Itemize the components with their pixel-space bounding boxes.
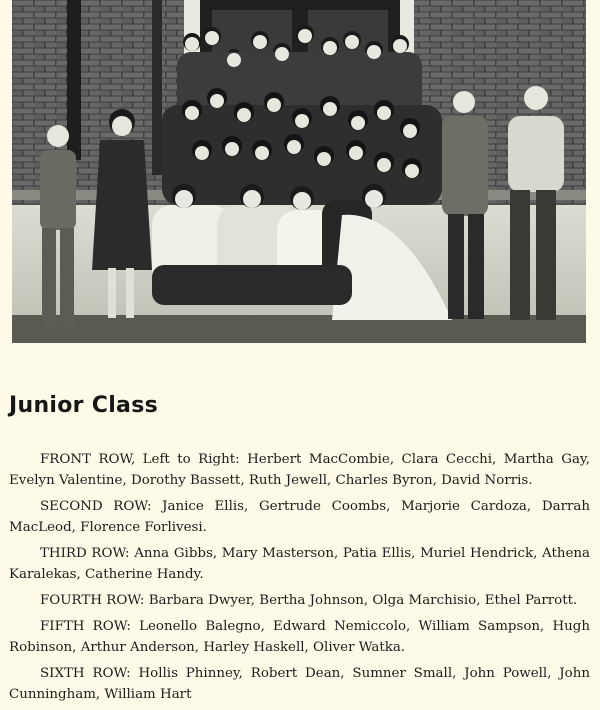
row-names: Leonello Balegno, Edward Nemiccolo, William Sampson, Hugh Robinson, Arthur Anderson, Harley Haskell, Oliver Watka.	[9, 619, 590, 655]
caption-third-row	[9, 543, 590, 585]
row-names: Janice Ellis, Gertrude Coombs, Marjorie Cardoza, Darrah MacLeod, Florence Forlivesi.	[9, 499, 590, 535]
caption-sixth-row	[9, 663, 590, 705]
row-label: FOURTH ROW:	[40, 593, 145, 608]
row-names: Hollis Phinney, Robert Dean, Sumner Small, John Powell, John Cunningham, William Hart	[9, 666, 590, 702]
caption-front-row	[9, 449, 590, 491]
row-label: FRONT ROW, Left to Right:	[40, 452, 240, 467]
page-title: Junior Class	[9, 393, 158, 418]
row-label: SIXTH ROW:	[40, 666, 131, 681]
row-names: Herbert MacCombie, Clara Cecchi, Martha Gay, Evelyn Valentine, Dorothy Bassett, Ruth Jewell, Charles Byron, David Norris.	[9, 452, 590, 488]
row-label: FIFTH ROW:	[40, 619, 131, 634]
row-names: Barbara Dwyer, Bertha Johnson, Olga Marchisio, Ethel Parrott.	[148, 593, 578, 608]
caption-fourth-row	[9, 590, 590, 611]
class-group-photo	[12, 0, 586, 343]
photo-illustration	[12, 0, 586, 343]
name-captions	[9, 449, 590, 710]
caption-second-row	[9, 496, 590, 538]
row-label: SECOND ROW:	[40, 499, 152, 514]
row-label: THIRD ROW:	[40, 546, 130, 561]
caption-fifth-row	[9, 616, 590, 658]
row-names: Anna Gibbs, Mary Masterson, Patia Ellis, Muriel Hendrick, Athena Karalekas, Catherine Handy.	[9, 546, 590, 582]
